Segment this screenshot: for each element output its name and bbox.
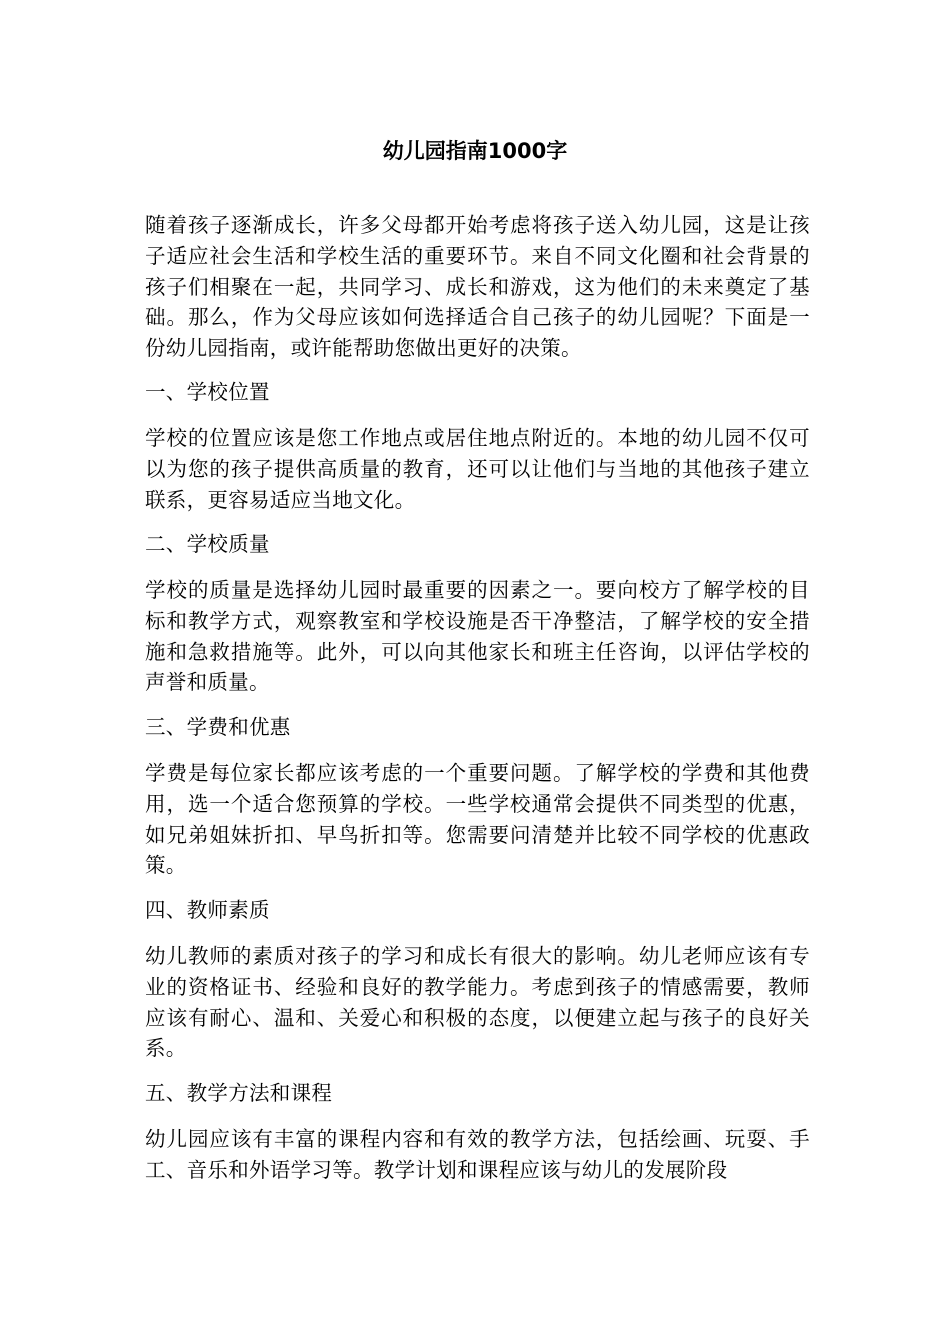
section-body-location: 学校的位置应该是您工作地点或居住地点附近的。本地的幼儿园不仅可以为您的孩子提供高质量的教育，还可以让他们与当地的其他孩子建立联系，更容易适应当地文化。 (145, 426, 810, 512)
intro-paragraph: 随着孩子逐渐成长，许多父母都开始考虑将孩子送入幼儿园，这是让孩子适应社会生活和学校生活的重要环节。来自不同文化圈和社会背景的孩子们相聚在一起，共同学习、成长和游戏，这为他们的未来奠定了基础。那么，作为父母应该如何选择适合自己孩子的幼儿园呢？下面是一份幼儿园指南，或许能帮助您做出更好的决策。 (145, 213, 810, 361)
section-heading-location: 一、学校位置 (145, 380, 270, 404)
section-body-tuition: 学费是每位家长都应该考虑的一个重要问题。了解学校的学费和其他费用，选一个适合您预算的学校。一些学校通常会提供不同类型的优惠，如兄弟姐妹折扣、早鸟折扣等。您需要问清楚并比较不同学校的优惠政策。 (145, 761, 810, 878)
section-heading-curriculum: 五、教学方法和课程 (145, 1081, 333, 1105)
section-heading-quality: 二、学校质量 (145, 532, 270, 556)
section-body-curriculum: 幼儿园应该有丰富的课程内容和有效的教学方法，包括绘画、玩耍、手工、音乐和外语学习等。教学计划和课程应该与幼儿的发展阶段 (145, 1127, 810, 1182)
section-body-teachers: 幼儿教师的素质对孩子的学习和成长有很大的影响。幼儿老师应该有专业的资格证书、经验和良好的教学能力。考虑到孩子的情感需要，教师应该有耐心、温和、关爱心和积极的态度，以便建立起与孩子的良好关系。 (145, 944, 810, 1061)
section-heading-tuition: 三、学费和优惠 (145, 715, 291, 739)
section-heading-teachers: 四、教师素质 (145, 898, 270, 922)
document-page (145, 0, 810, 1344)
document-title: 幼儿园指南1000字 (382, 139, 568, 163)
section-body-quality: 学校的质量是选择幼儿园时最重要的因素之一。要向校方了解学校的目标和教学方式，观察教室和学校设施是否干净整洁，了解学校的安全措施和急救措施等。此外，可以向其他家长和班主任咨询，以评估学校的声誉和质量。 (145, 578, 810, 695)
